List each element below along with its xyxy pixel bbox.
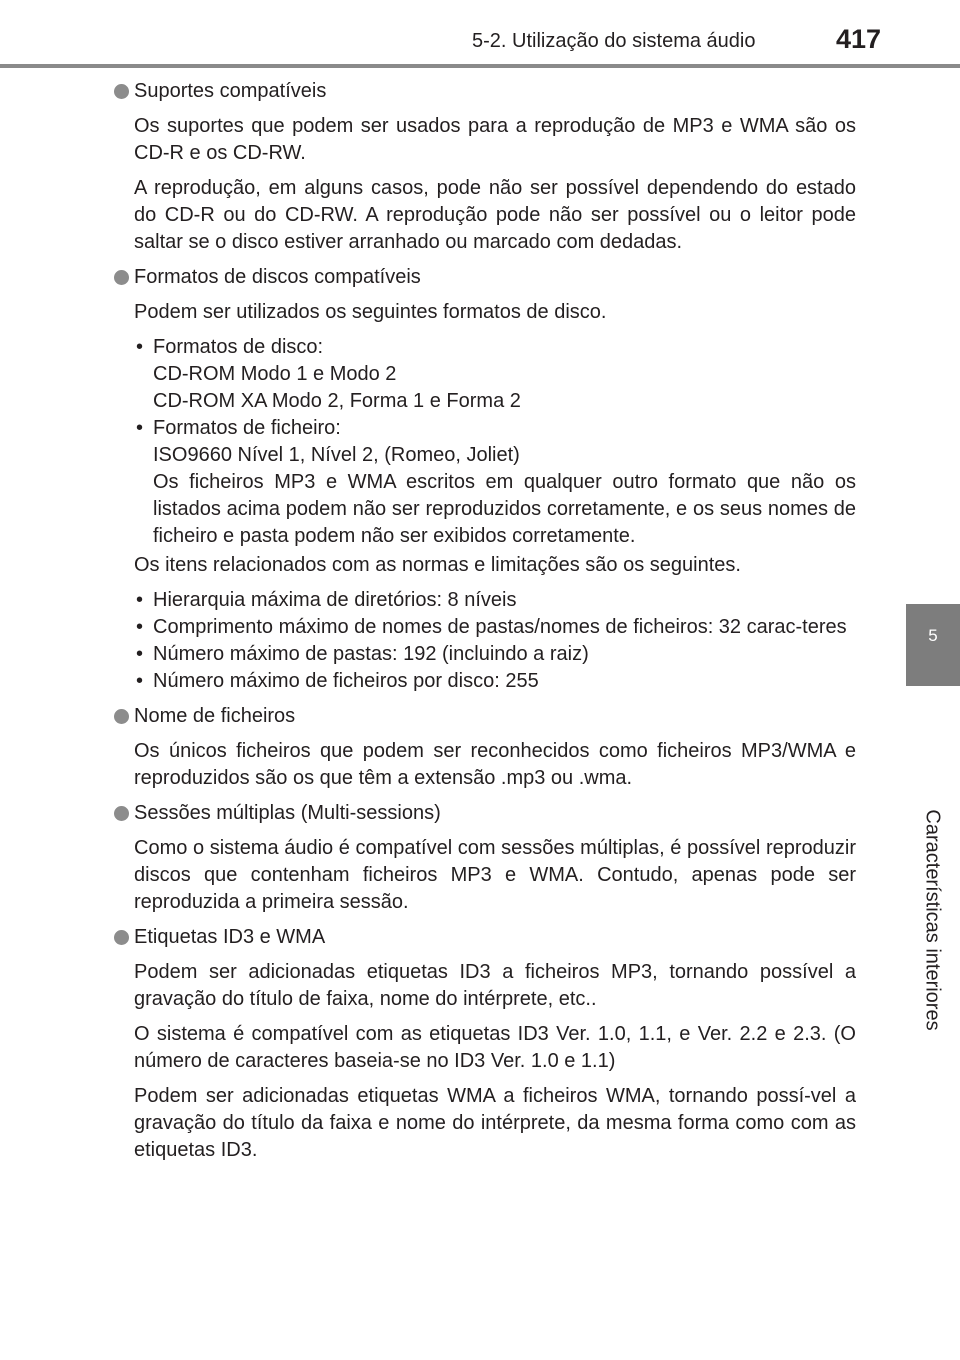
section-supported-media	[112, 78, 856, 256]
paragraph: O sistema é compatível com as etiquetas ID3 Ver. 1.0, 1.1, e Ver. 2.2 e 2.3. (O número de caracteres baseia-se no ID3 Ver. 1.0 e 1.1)	[134, 1023, 856, 1072]
list-item: • Formatos de ficheiro: ISO9660 Nível 1, Nível 2, (Romeo, Joliet) Os ficheiros MP3 e WMA escritos em qualquer outro formato que não os listados acima podem não ser reproduzidos corretamente, e os seus nomes de ficheiro e pasta podem não ser exibidos corretamente.	[134, 415, 856, 550]
chapter-tab	[906, 604, 960, 686]
page-content	[112, 78, 856, 1172]
header-section-title: 5-2. Utilização do sistema áudio	[472, 30, 756, 52]
list-item: • Comprimento máximo de nomes de pastas/nomes de ficheiros: 32 carac-teres	[134, 614, 856, 641]
section-id3-wma-tags	[112, 924, 856, 1164]
bullet-circle-icon	[114, 930, 129, 945]
bullet-circle-icon	[114, 806, 129, 821]
section-disc-formats	[112, 264, 856, 695]
page-number: 417	[836, 24, 882, 54]
section-heading: Suportes compatíveis	[112, 78, 856, 105]
paragraph: Os únicos ficheiros que podem ser reconhecidos como ficheiros MP3/WMA e reproduzidos são os que têm a extensão .mp3 ou .wma.	[134, 740, 856, 789]
format-list	[134, 334, 856, 550]
limits-list	[134, 587, 856, 695]
bullet-circle-icon	[114, 709, 129, 724]
paragraph: A reprodução, em alguns casos, pode não ser possível dependendo do estado do CD-R ou do CD-RW. A reprodução pode não ser possível ou o leitor pode saltar se o disco estiver arranhado ou marcado com dedadas.	[134, 177, 856, 253]
bullet-circle-icon	[114, 84, 129, 99]
section-multi-sessions	[112, 800, 856, 916]
paragraph: Os itens relacionados com as normas e limitações são os seguintes.	[134, 554, 741, 576]
page-header	[0, 0, 960, 70]
section-heading: Sessões múltiplas (Multi-sessions)	[112, 800, 856, 827]
section-heading: Etiquetas ID3 e WMA	[112, 924, 856, 951]
paragraph: Podem ser adicionadas etiquetas ID3 a ficheiros MP3, tornando possível a gravação do título de faixa, nome do intérprete, etc..	[134, 961, 856, 1010]
paragraph: Os suportes que podem ser usados para a reprodução de MP3 e WMA são os CD-R e os CD-RW.	[134, 115, 856, 164]
section-heading: Formatos de discos compatíveis	[112, 264, 856, 291]
paragraph: Como o sistema áudio é compatível com sessões múltiplas, é possível reproduzir discos que contenham ficheiros MP3 e WMA. Contudo, apenas pode ser reproduzida a primeira sessão.	[134, 837, 856, 913]
bullet-circle-icon	[114, 270, 129, 285]
paragraph: Podem ser utilizados os seguintes formatos de disco.	[134, 301, 607, 323]
section-file-names	[112, 703, 856, 792]
list-item: • Número máximo de ficheiros por disco: 255	[134, 668, 856, 695]
list-item: • Hierarquia máxima de diretórios: 8 níveis	[134, 587, 856, 614]
list-item: • Formatos de disco: CD-ROM Modo 1 e Modo 2 CD-ROM XA Modo 2, Forma 1 e Forma 2	[134, 334, 856, 415]
section-heading: Nome de ficheiros	[112, 703, 856, 730]
paragraph: Podem ser adicionadas etiquetas WMA a ficheiros WMA, tornando possí-vel a gravação do título da faixa e nome do intérprete, da mesma forma como com as etiquetas ID3.	[134, 1085, 856, 1161]
chapter-title: Características interiores	[921, 809, 944, 1031]
list-item: • Número máximo de pastas: 192 (incluindo a raiz)	[134, 641, 856, 668]
chapter-number: 5	[928, 626, 938, 645]
header-divider	[0, 64, 960, 68]
